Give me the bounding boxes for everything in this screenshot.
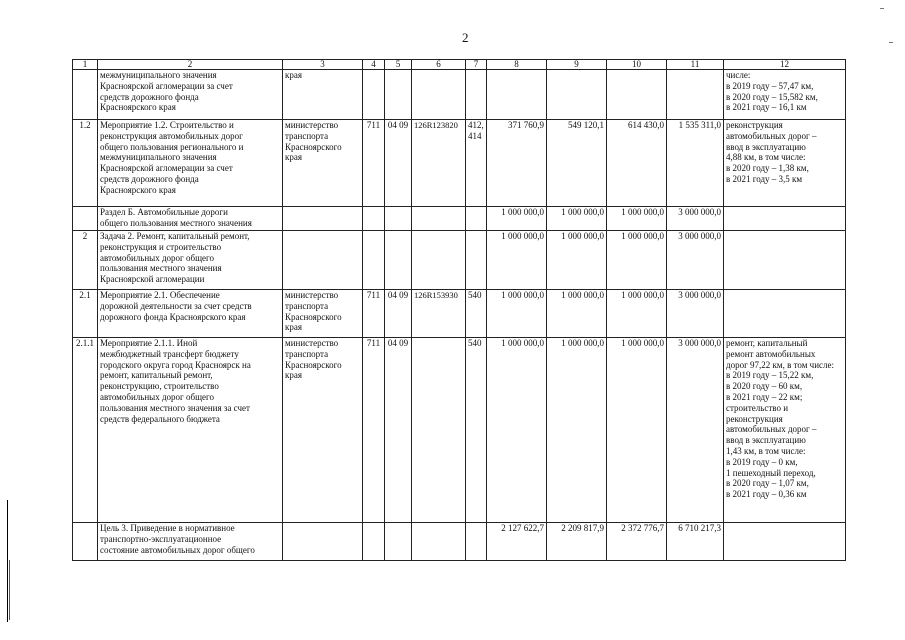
- row-value-2019: [487, 70, 547, 120]
- row-executor: края: [283, 70, 363, 120]
- row-value-2021: 1 000 000,0: [607, 338, 667, 523]
- row-csr: [412, 523, 466, 561]
- row-csr: [412, 338, 466, 523]
- row-value-2021: 1 000 000,0: [607, 207, 667, 231]
- row-rzpr: 04 09: [385, 338, 412, 523]
- header-cell: 9: [547, 60, 607, 70]
- row-value-2019: 1 000 000,0: [487, 231, 547, 290]
- scan-mark-top: [880, 8, 884, 9]
- table-row: [73, 290, 846, 338]
- row-result: ремонт, капитальный ремонт автомобильных дорог 97,22 км, в том числе: в 2019 году – 15,22 км, в 2020 году – 60 км, в 2021 году – 22 км; строительство и реконструкция автомобильных дорог – ввод в эксплуатацию 1,43 км, в том числе: в 2019 году – 0 км, 1 пешеходный переход, в 2020 году – 1,07 км, в 2021 году – 0,36 км: [724, 338, 846, 523]
- header-cell: 1: [73, 60, 98, 70]
- table-row: [73, 70, 846, 120]
- row-result: [724, 207, 846, 231]
- row-value-2019: 1 000 000,0: [487, 207, 547, 231]
- row-executor: министерство транспорта Красноярского края: [283, 338, 363, 523]
- row-result: [724, 523, 846, 561]
- margin-line: [7, 500, 8, 622]
- row-result: [724, 290, 846, 338]
- row-value-2019: 1 000 000,0: [487, 338, 547, 523]
- table-row: [73, 120, 846, 207]
- row-number: 1.2: [73, 120, 98, 207]
- header-cell: 6: [412, 60, 466, 70]
- header-cell: 2: [98, 60, 283, 70]
- row-value-2020: 2 209 817,9: [547, 523, 607, 561]
- row-name: Раздел Б. Автомобильные дороги общего пользования местного значения: [98, 207, 283, 231]
- header-cell: 5: [385, 60, 412, 70]
- row-value-total: 3 000 000,0: [667, 231, 724, 290]
- row-value-2019: 1 000 000,0: [487, 290, 547, 338]
- row-vr: [466, 70, 487, 120]
- row-grbs: [363, 523, 385, 561]
- row-name: Мероприятие 2.1. Обеспечение дорожной деятельности за счет средств дорожного фонда Красноярского края: [98, 290, 283, 338]
- row-value-2019: 371 760,9: [487, 120, 547, 207]
- row-vr: 540: [466, 338, 487, 523]
- row-name: Мероприятие 1.2. Строительство и реконструкция автомобильных дорог общего пользования регионального и межмуниципального значения Красноярской агломерации за счет средств дорожного фонда Красноярского края: [98, 120, 283, 207]
- row-csr: [412, 207, 466, 231]
- row-value-total: 3 000 000,0: [667, 290, 724, 338]
- row-value-2019: 2 127 622,7: [487, 523, 547, 561]
- row-vr: 540: [466, 290, 487, 338]
- header-cell: 7: [466, 60, 487, 70]
- row-number: 2.1.1: [73, 338, 98, 523]
- row-result: числе: в 2019 году – 57,47 км, в 2020 году – 15,582 км, в 2021 году – 16,1 км: [724, 70, 846, 120]
- row-rzpr: [385, 70, 412, 120]
- row-value-total: 3 000 000,0: [667, 338, 724, 523]
- row-executor: [283, 207, 363, 231]
- row-value-2021: 1 000 000,0: [607, 290, 667, 338]
- row-value-2020: 1 000 000,0: [547, 207, 607, 231]
- row-rzpr: [385, 523, 412, 561]
- row-value-2020: 1 000 000,0: [547, 231, 607, 290]
- header-cell: 3: [283, 60, 363, 70]
- row-number: [73, 523, 98, 561]
- row-vr: [466, 231, 487, 290]
- table-row: [73, 338, 846, 523]
- row-rzpr: [385, 231, 412, 290]
- row-value-2021: 2 372 776,7: [607, 523, 667, 561]
- row-executor: [283, 231, 363, 290]
- row-name: Задача 2. Ремонт, капитальный ремонт, реконструкция и строительство автомобильных дорог общего пользования местного значения Красноярской агломерации: [98, 231, 283, 290]
- header-cell: 8: [487, 60, 547, 70]
- row-executor: [283, 523, 363, 561]
- row-grbs: 711: [363, 338, 385, 523]
- row-executor: министерство транспорта Красноярского края: [283, 290, 363, 338]
- row-value-2021: 614 430,0: [607, 120, 667, 207]
- row-name: Цель 3. Приведение в нормативное транспортно-эксплуатационное состояние автомобильных дорог общего: [98, 523, 283, 561]
- row-vr: [466, 523, 487, 561]
- row-value-2021: [607, 70, 667, 120]
- row-result: реконструкция автомобильных дорог – ввод в эксплуатацию 4,88 км, в том числе: в 2020 году – 1,38 км, в 2021 году – 3,5 км: [724, 120, 846, 207]
- page-number: 2: [462, 30, 469, 45]
- row-rzpr: 04 09: [385, 290, 412, 338]
- header-cell: 4: [363, 60, 385, 70]
- row-number: 2.1: [73, 290, 98, 338]
- row-value-2020: 549 120,1: [547, 120, 607, 207]
- row-csr: 126R153930: [412, 290, 466, 338]
- row-csr: [412, 70, 466, 120]
- row-value-total: 6 710 217,3: [667, 523, 724, 561]
- row-grbs: [363, 70, 385, 120]
- row-rzpr: 04 09: [385, 120, 412, 207]
- row-csr: [412, 231, 466, 290]
- program-table: [72, 59, 846, 561]
- header-cell: 11: [667, 60, 724, 70]
- row-grbs: [363, 231, 385, 290]
- row-value-2020: 1 000 000,0: [547, 338, 607, 523]
- row-vr: [466, 207, 487, 231]
- row-number: 2: [73, 231, 98, 290]
- row-result: [724, 231, 846, 290]
- row-grbs: 711: [363, 120, 385, 207]
- row-value-2021: 1 000 000,0: [607, 231, 667, 290]
- header-cell: 12: [724, 60, 846, 70]
- row-name: межмуниципального значения Красноярской агломерации за счет средств дорожного фонда Красноярского края: [98, 70, 283, 120]
- table-row: [73, 523, 846, 561]
- row-name: Мероприятие 2.1.1. Иной межбюджетный трансферт бюджету городского округа город Красноярск на ремонт, капитальный ремонт, реконструкцию, строительство автомобильных дорог общего пользования местного значения за счет средств федерального бюджета: [98, 338, 283, 523]
- row-csr: 126R123820: [412, 120, 466, 207]
- row-grbs: [363, 207, 385, 231]
- row-value-2020: 1 000 000,0: [547, 290, 607, 338]
- row-number: [73, 207, 98, 231]
- row-vr: 412, 414: [466, 120, 487, 207]
- row-number: [73, 70, 98, 120]
- row-value-2020: [547, 70, 607, 120]
- table-row: [73, 207, 846, 231]
- row-value-total: [667, 70, 724, 120]
- row-value-total: 1 535 311,0: [667, 120, 724, 207]
- row-rzpr: [385, 207, 412, 231]
- table-header-row: [73, 60, 846, 70]
- row-executor: министерство транспорта Красноярского края: [283, 120, 363, 207]
- table-row: [73, 231, 846, 290]
- row-value-total: 3 000 000,0: [667, 207, 724, 231]
- row-grbs: 711: [363, 290, 385, 338]
- scan-mark-right: [889, 42, 893, 43]
- margin-line-secondary: [9, 560, 10, 620]
- header-cell: 10: [607, 60, 667, 70]
